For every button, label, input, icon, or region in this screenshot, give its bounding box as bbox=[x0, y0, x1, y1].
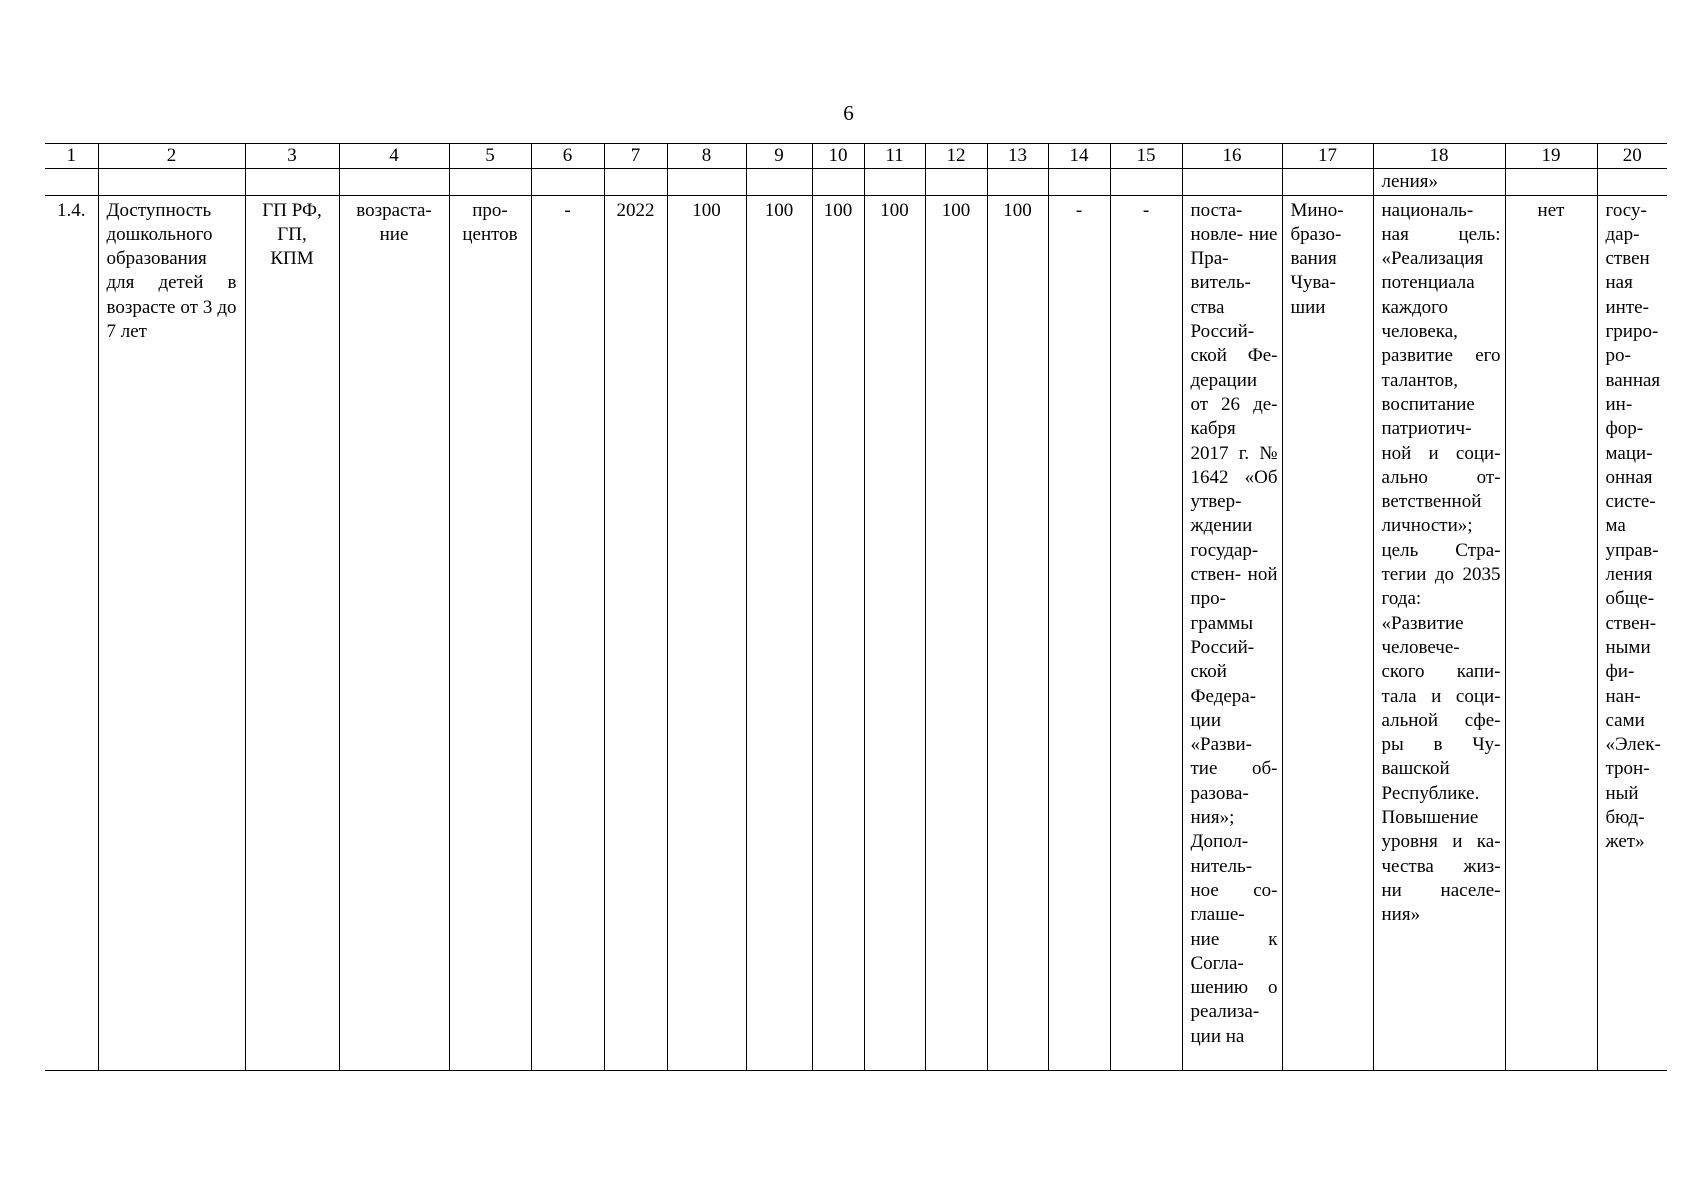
empty-cell bbox=[449, 169, 531, 195]
empty-cell bbox=[812, 169, 864, 195]
document-basis: поста- новле- ние Пра- витель- ства Россий- ской Фе- дерации от 26 де- кабря 2017 г. № 1642 «Об утвер- ждении государ- ствен- ной про- граммы Россий- ской Федера- ции «Разви- тие об- разова- ния»; Допол- нитель- ное со- глаше- ние к Согла- шению о реализа- ции на bbox=[1182, 195, 1282, 1070]
header-cell: 9 bbox=[746, 144, 812, 169]
header-cell: 8 bbox=[667, 144, 746, 169]
header-cell: 10 bbox=[812, 144, 864, 169]
empty-cell bbox=[1182, 169, 1282, 195]
information-system: госу- дар- ствен ная инте- гриро- ро- ванная ин- фор- маци- онная систе- ма управ- ления обще- ствен- ными фи- нан- сами «Элек- трон- ный бюд- жет» bbox=[1597, 195, 1667, 1070]
row-number: 1.4. bbox=[45, 195, 98, 1070]
value-cell: - bbox=[1110, 195, 1182, 1070]
value-cell: 100 bbox=[746, 195, 812, 1070]
indicator-trend: возраста- ние bbox=[339, 195, 449, 1070]
empty-cell bbox=[746, 169, 812, 195]
header-cell: 2 bbox=[98, 144, 245, 169]
header-cell: 7 bbox=[604, 144, 667, 169]
page-number: 6 bbox=[843, 101, 854, 125]
header-cell: 18 bbox=[1373, 144, 1505, 169]
empty-cell bbox=[1597, 169, 1667, 195]
value-cell: 100 bbox=[812, 195, 864, 1070]
empty-cell bbox=[98, 169, 245, 195]
header-cell: 15 bbox=[1110, 144, 1182, 169]
header-cell: 20 bbox=[1597, 144, 1667, 169]
unit-of-measure: про- центов bbox=[449, 195, 531, 1070]
automated-system: нет bbox=[1505, 195, 1597, 1070]
header-cell: 16 bbox=[1182, 144, 1282, 169]
value-cell: - bbox=[1048, 195, 1110, 1070]
value-cell: 100 bbox=[864, 195, 925, 1070]
header-cell: 5 bbox=[449, 144, 531, 169]
header-cell: 3 bbox=[245, 144, 339, 169]
empty-cell bbox=[667, 169, 746, 195]
header-cell: 19 bbox=[1505, 144, 1597, 169]
table-row bbox=[45, 195, 1667, 1070]
header-cell: 4 bbox=[339, 144, 449, 169]
empty-cell bbox=[987, 169, 1048, 195]
empty-cell bbox=[1282, 169, 1373, 195]
indicator-name: Доступность дошкольного образования для детей в возрасте от 3 до 7 лет bbox=[98, 195, 245, 1070]
header-cell: 6 bbox=[531, 144, 604, 169]
empty-cell bbox=[339, 169, 449, 195]
base-year: 2022 bbox=[604, 195, 667, 1070]
empty-cell bbox=[1110, 169, 1182, 195]
responsible-body: Мино- бразо- вания Чува- шии bbox=[1282, 195, 1373, 1070]
empty-cell bbox=[531, 169, 604, 195]
value-cell: 100 bbox=[925, 195, 987, 1070]
empty-cell bbox=[925, 169, 987, 195]
empty-cell bbox=[864, 169, 925, 195]
header-cell: 12 bbox=[925, 144, 987, 169]
value-cell: 100 bbox=[667, 195, 746, 1070]
value-cell: 100 bbox=[987, 195, 1048, 1070]
goals-link: националь- ная цель: «Реализация потенциала каждого человека, развитие его талантов, воспитание патриотич- ной и соци- ально от- ветственной личности»; цель Стра- тегии до 2035 года: «Развитие человече- ского капи- тала и соци- альной сфе- ры в Чу- вашской Республике. Повышение уровня и ка- чества жиз- ни населе- ния» bbox=[1373, 195, 1505, 1070]
continuation-row bbox=[45, 169, 1667, 195]
empty-cell bbox=[1505, 169, 1597, 195]
empty-cell bbox=[245, 169, 339, 195]
header-cell: 1 bbox=[45, 144, 98, 169]
indicator-level: ГП РФ, ГП, КПМ bbox=[245, 195, 339, 1070]
header-cell: 13 bbox=[987, 144, 1048, 169]
header-cell: 14 bbox=[1048, 144, 1110, 169]
empty-cell bbox=[604, 169, 667, 195]
continuation-text: ления» bbox=[1373, 169, 1505, 195]
header-cell: 17 bbox=[1282, 144, 1373, 169]
empty-cell bbox=[1048, 169, 1110, 195]
indicators-table bbox=[45, 143, 1667, 1071]
header-row bbox=[45, 144, 1667, 169]
empty-cell bbox=[45, 169, 98, 195]
base-value: - bbox=[531, 195, 604, 1070]
header-cell: 11 bbox=[864, 144, 925, 169]
